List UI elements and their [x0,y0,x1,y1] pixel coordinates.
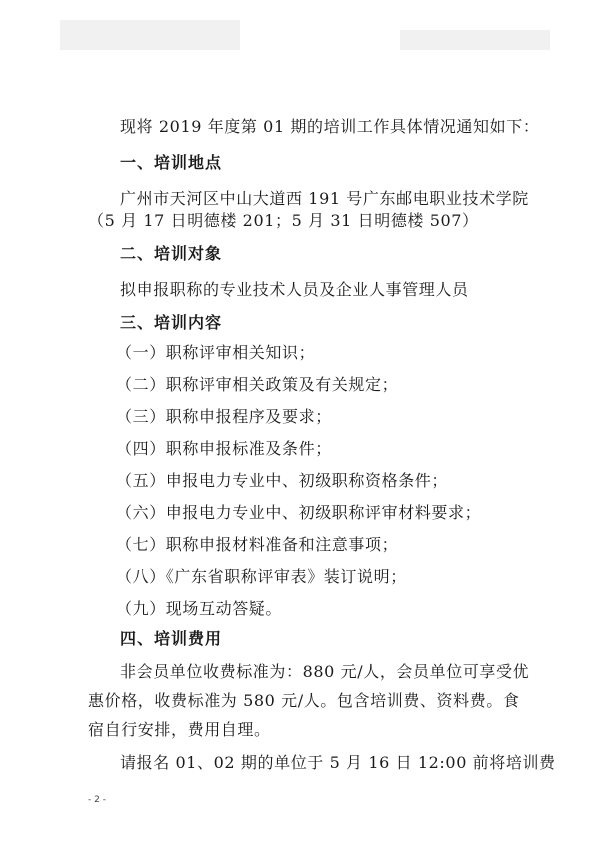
section-heading-fees: 四、培训费用 [120,629,223,648]
content-item: （六）申报电力专业中、初级职称评审材料要求； [116,503,482,522]
fees-text-1: 非会员单位收费标准为：880 元/人，会员单位可享受优 [120,662,530,681]
scan-artifact [400,30,550,50]
registration-text: 请报名 01、02 期的单位于 5 月 16 日 12:00 前将培训费 [120,753,556,772]
content-item: （三）职称申报程序及要求； [116,407,332,426]
content-item: （五）申报电力专业中、初级职称资格条件； [116,471,449,490]
content-item: （二）职称评审相关政策及有关规定； [116,375,399,394]
intro-line: 现将 2019 年度第 01 期的培训工作具体情况通知如下： [120,117,540,136]
fees-text-3: 宿自行安排，费用自理。 [88,720,271,739]
audience-text: 拟申报职称的专业技术人员及企业人事管理人员 [120,280,469,299]
content-item: （一）职称评审相关知识； [116,343,316,362]
content-item: （八）《广东省职称评审表》装订说明； [116,567,407,586]
content-item: （七）职称申报材料准备和注意事项； [116,535,399,554]
location-address: 广州市天河区中山大道西 191 号广东邮电职业技术学院 [120,189,529,208]
section-heading-audience: 二、培训对象 [120,244,223,263]
fees-text-2: 惠价格，收费标准为 580 元/人。包含培训费、资料费。食 [88,691,520,710]
content-item: （九）现场互动答疑。 [116,599,283,618]
section-heading-location: 一、培训地点 [120,153,223,172]
content-item: （四）职称申报标准及条件； [116,439,332,458]
scan-artifact [60,20,240,50]
location-rooms: （5 月 17 日明德楼 201；5 月 31 日明德楼 507） [88,211,479,230]
section-heading-content: 三、培训内容 [120,313,223,332]
page-number: - 2 - [88,795,106,805]
